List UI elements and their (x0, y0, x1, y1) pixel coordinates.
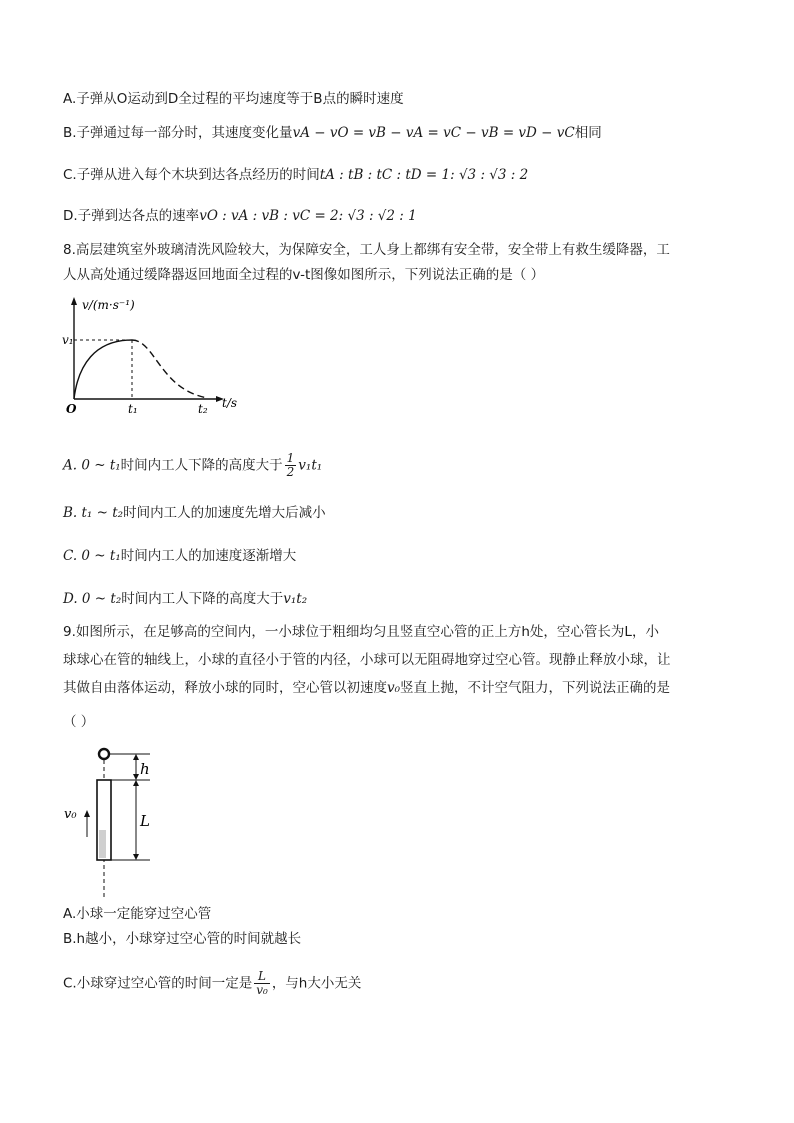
q9-stem-line2: 球球心在管的轴线上，小球的直径小于管的内径，小球可以无阻碍地穿过空心管。现静止释放小球，让 (63, 652, 671, 668)
q9-option-c-text: C.小球穿过空心管的时间一定是 (63, 975, 253, 992)
q9-h-label: h (140, 760, 150, 778)
q8-vt-graph (60, 295, 250, 420)
q9-L-label: L (140, 812, 150, 830)
q8-y-axis-arrow (71, 297, 77, 305)
q7-option-a: A.子弹从O运动到D全过程的平均速度等于B点的瞬时速度 (63, 91, 404, 107)
q8-y-label: v/(m·s⁻¹) (82, 298, 135, 312)
q9-tube-shading (99, 830, 106, 858)
q7-option-d-text: D.子弹到达各点的速率 (63, 208, 200, 224)
q9-option-c (63, 970, 361, 997)
q8-origin-label: O (66, 402, 77, 416)
q8-option-d-end: v₁t₂ (283, 591, 308, 607)
q8-stem-line2: 人从高处通过缓降器返回地面全过程的v-t图像如图所示，下列说法正确的是（ ） (63, 267, 545, 283)
q8-option-b (63, 504, 326, 522)
q9-stem-v0: v₀ (387, 680, 401, 696)
q9-stem-line3 (63, 679, 670, 697)
q7-option-c (63, 166, 528, 184)
q9-v0-arrowhead (84, 810, 90, 817)
q9-L-arrow-up (133, 780, 139, 786)
q8-option-a-denominator: 2 (286, 465, 295, 479)
q8-option-d-text: 时间内工人下降的高度大于 (121, 591, 284, 607)
q7-option-c-text: C.子弹从进入每个木块到达各点经历的时间 (63, 167, 320, 183)
q8-option-b-range: B. t₁ ~ t₂ (63, 505, 124, 521)
q8-option-a-end: v₁t₁ (298, 457, 323, 474)
q8-option-c (63, 547, 296, 565)
q7-option-b-end: 相同 (574, 125, 602, 141)
q8-option-a (63, 452, 322, 479)
q8-option-a-fraction (285, 452, 297, 479)
q8-option-d (63, 590, 307, 608)
q9-option-c-end: ，与h大小无关 (271, 975, 362, 992)
q8-option-a-text: 时间内工人下降的高度大于 (120, 457, 283, 474)
q9-L-arrow-down (133, 854, 139, 860)
q9-stem-line3a: 其做自由落体运动，释放小球的同时，空心管以初速度 (63, 680, 387, 696)
q8-stem-line1: 8.高层建筑室外玻璃清洗风险较大，为保障安全，工人身上都绑有安全带，安全带上有救生缓降器，工 (63, 242, 670, 258)
q7-option-c-math: tA : tB : tC : tD = 1: √3 : √3 : 2 (319, 167, 529, 183)
q9-option-c-numerator: L (254, 970, 270, 984)
q8-option-c-text: 时间内工人的加速度逐渐增大 (120, 548, 297, 564)
q7-option-b-text: B.子弹通过每一部分时，其速度变化量 (63, 125, 293, 141)
q8-option-d-range: D. 0 ~ t₂ (63, 591, 122, 607)
q8-option-b-text: 时间内工人的加速度先增大后减小 (123, 505, 326, 521)
q9-h-arrow-down (133, 774, 139, 780)
q7-option-b (63, 124, 602, 142)
q9-option-b: B.h越小，小球穿过空心管的时间就越长 (63, 931, 302, 947)
q9-option-a: A.小球一定能穿过空心管 (63, 906, 212, 922)
q7-option-d-math: vO : vA : vB : vC = 2: √3 : √2 : 1 (199, 208, 417, 224)
q8-v1-label: v₁ (62, 333, 74, 347)
q9-stem-line3c: 竖直上抛，不计空气阻力，下列说法正确的是 (400, 680, 671, 696)
q8-option-a-numerator: 1 (286, 451, 295, 465)
q8-option-a-range: A. 0 ~ t₁ (63, 457, 121, 474)
q8-t1-label: t₁ (128, 402, 138, 416)
q9-ball (99, 749, 109, 759)
q9-stem-line1: 9.如图所示，在足够高的空间内，一小球位于粗细均匀且竖直空心管的正上方h处，空心管长为L，小 (63, 624, 659, 640)
q7-option-b-math: vA − vO = vB − vA = vC − vB = vD − vC (292, 125, 575, 141)
q9-h-arrow-up (133, 754, 139, 760)
q8-x-label: t/s (222, 396, 238, 410)
q9-option-c-fraction (254, 970, 270, 997)
q8-option-c-range: C. 0 ~ t₁ (63, 548, 121, 564)
q9-stem-line4: （ ） (63, 714, 95, 730)
q9-option-c-denominator: v₀ (256, 983, 268, 997)
q8-curve-decelerating (132, 340, 208, 398)
q8-curve-accelerating (74, 340, 132, 399)
q8-t2-label: t₂ (198, 402, 208, 416)
q7-option-d (63, 207, 417, 225)
q9-tube-figure (60, 742, 170, 902)
q9-v0-label: v₀ (64, 807, 77, 822)
